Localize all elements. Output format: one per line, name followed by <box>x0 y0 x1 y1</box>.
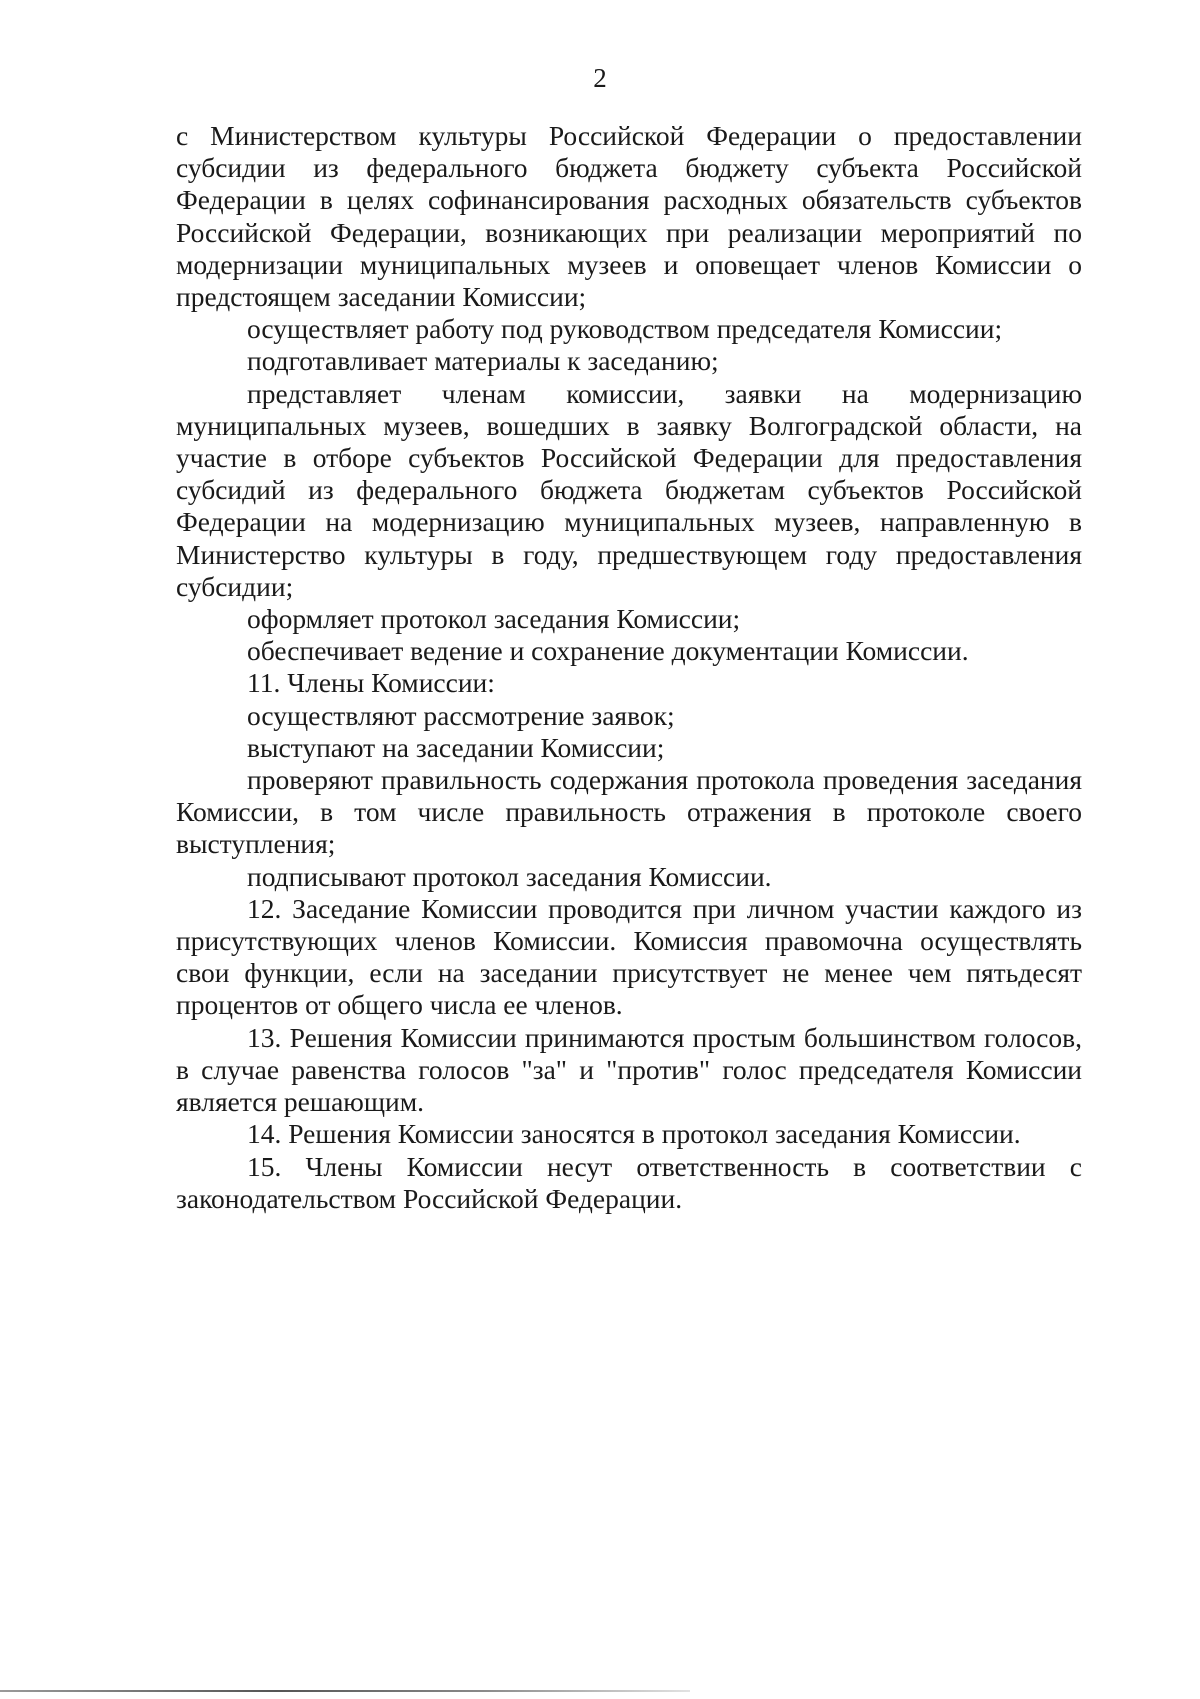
clause-14: 14. Решения Комиссии заносятся в протокол заседания Комиссии. <box>247 1118 1021 1150</box>
clause-11-heading: 11. Члены Комиссии: <box>247 667 495 699</box>
scan-edge-line <box>0 1690 690 1692</box>
paragraph-members-speak: выступают на заседании Комиссии; <box>247 731 665 763</box>
paragraph-members-sign-protocol: подписывают протокол заседания Комиссии. <box>247 860 772 892</box>
paragraph-secretary-presents-applications: представляет членам комиссии, заявки на модернизацию муниципальных музеев, вошедших в заявку Волгоградской области, на участие в отборе субъектов Российской Федерации для предоставления субсидий из федерального бюджета бюджетам субъектов Российской Федерации на модернизацию муниципальных музеев, направленную в Министерство культуры в году, предшествующем году предоставления субсидии; <box>176 377 1082 602</box>
paragraph-secretary-prepares-materials: подготавливает материалы к заседанию; <box>247 345 719 377</box>
paragraph-members-review-applications: осуществляют рассмотрение заявок; <box>247 699 675 731</box>
clause-12: 12. Заседание Комиссии проводится при личном участии каждого из присутствующих членов Комиссии. Комиссия правомочна осуществлять свои функции, если на заседании присутствует не менее чем пятьдесят процентов от общего числа ее членов. <box>176 892 1082 1021</box>
paragraph-secretary-drafts-protocol: оформляет протокол заседания Комиссии; <box>247 603 741 635</box>
page-number: 2 <box>593 63 607 93</box>
paragraph-secretary-keeps-documentation: обеспечивает ведение и сохранение документации Комиссии. <box>247 635 969 667</box>
clause-15: 15. Члены Комиссии несут ответственность в соответствии с законодательством Российской Федерации. <box>176 1150 1082 1214</box>
paragraph-secretary-duties-continuation: с Министерством культуры Российской Федерации о предоставлении субсидии из федерального бюджета бюджету субъекта Российской Федерации в целях софинансирования расходных обязательств субъектов Российской Федерации, возникающих при реализации мероприятий по модернизации муниципальных музеев и оповещает членов Комиссии о предстоящем заседании Комиссии; <box>176 120 1082 313</box>
paragraph-secretary-works-under-chair: осуществляет работу под руководством председателя Комиссии; <box>247 313 1003 345</box>
document-body <box>176 120 1082 1215</box>
paragraph-members-check-protocol: проверяют правильность содержания протокола проведения заседания Комиссии, в том числе правильность отражения в протоколе своего выступления; <box>176 764 1082 860</box>
clause-13: 13. Решения Комиссии принимаются простым большинством голосов, в случае равенства голосов "за" и "против" голос председателя Комиссии является решающим. <box>176 1021 1082 1118</box>
